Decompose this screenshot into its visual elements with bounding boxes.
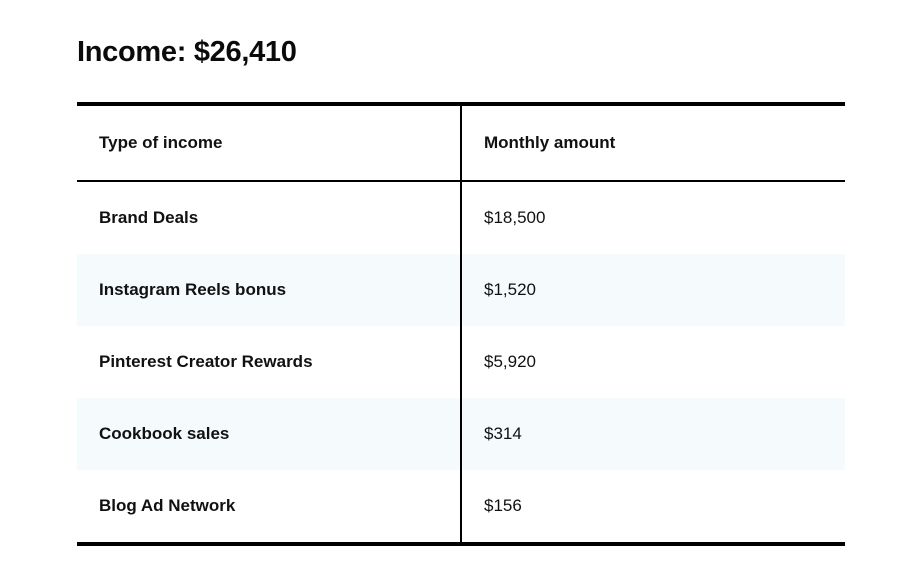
table-header-row xyxy=(77,104,845,181)
monthly-amount-cell: $314 xyxy=(461,398,845,470)
income-type-cell: Blog Ad Network xyxy=(77,470,461,544)
table-row xyxy=(77,181,845,254)
table-row xyxy=(77,254,845,326)
monthly-amount-cell: $1,520 xyxy=(461,254,845,326)
income-type-cell: Pinterest Creator Rewards xyxy=(77,326,461,398)
page-title: Income: $26,410 xyxy=(77,36,297,68)
table-row xyxy=(77,326,845,398)
income-type-cell: Cookbook sales xyxy=(77,398,461,470)
monthly-amount-cell: $18,500 xyxy=(484,208,546,227)
table-row xyxy=(77,398,845,470)
income-type-cell: Instagram Reels bonus xyxy=(77,254,461,326)
table-row xyxy=(77,470,845,544)
income-type-cell: Brand Deals xyxy=(77,181,461,254)
column-header-amount: Monthly amount xyxy=(461,104,845,181)
monthly-amount-cell: $156 xyxy=(484,496,522,515)
income-table xyxy=(77,102,845,546)
column-header-type: Type of income xyxy=(77,104,461,181)
monthly-amount-cell: $5,920 xyxy=(484,352,536,371)
